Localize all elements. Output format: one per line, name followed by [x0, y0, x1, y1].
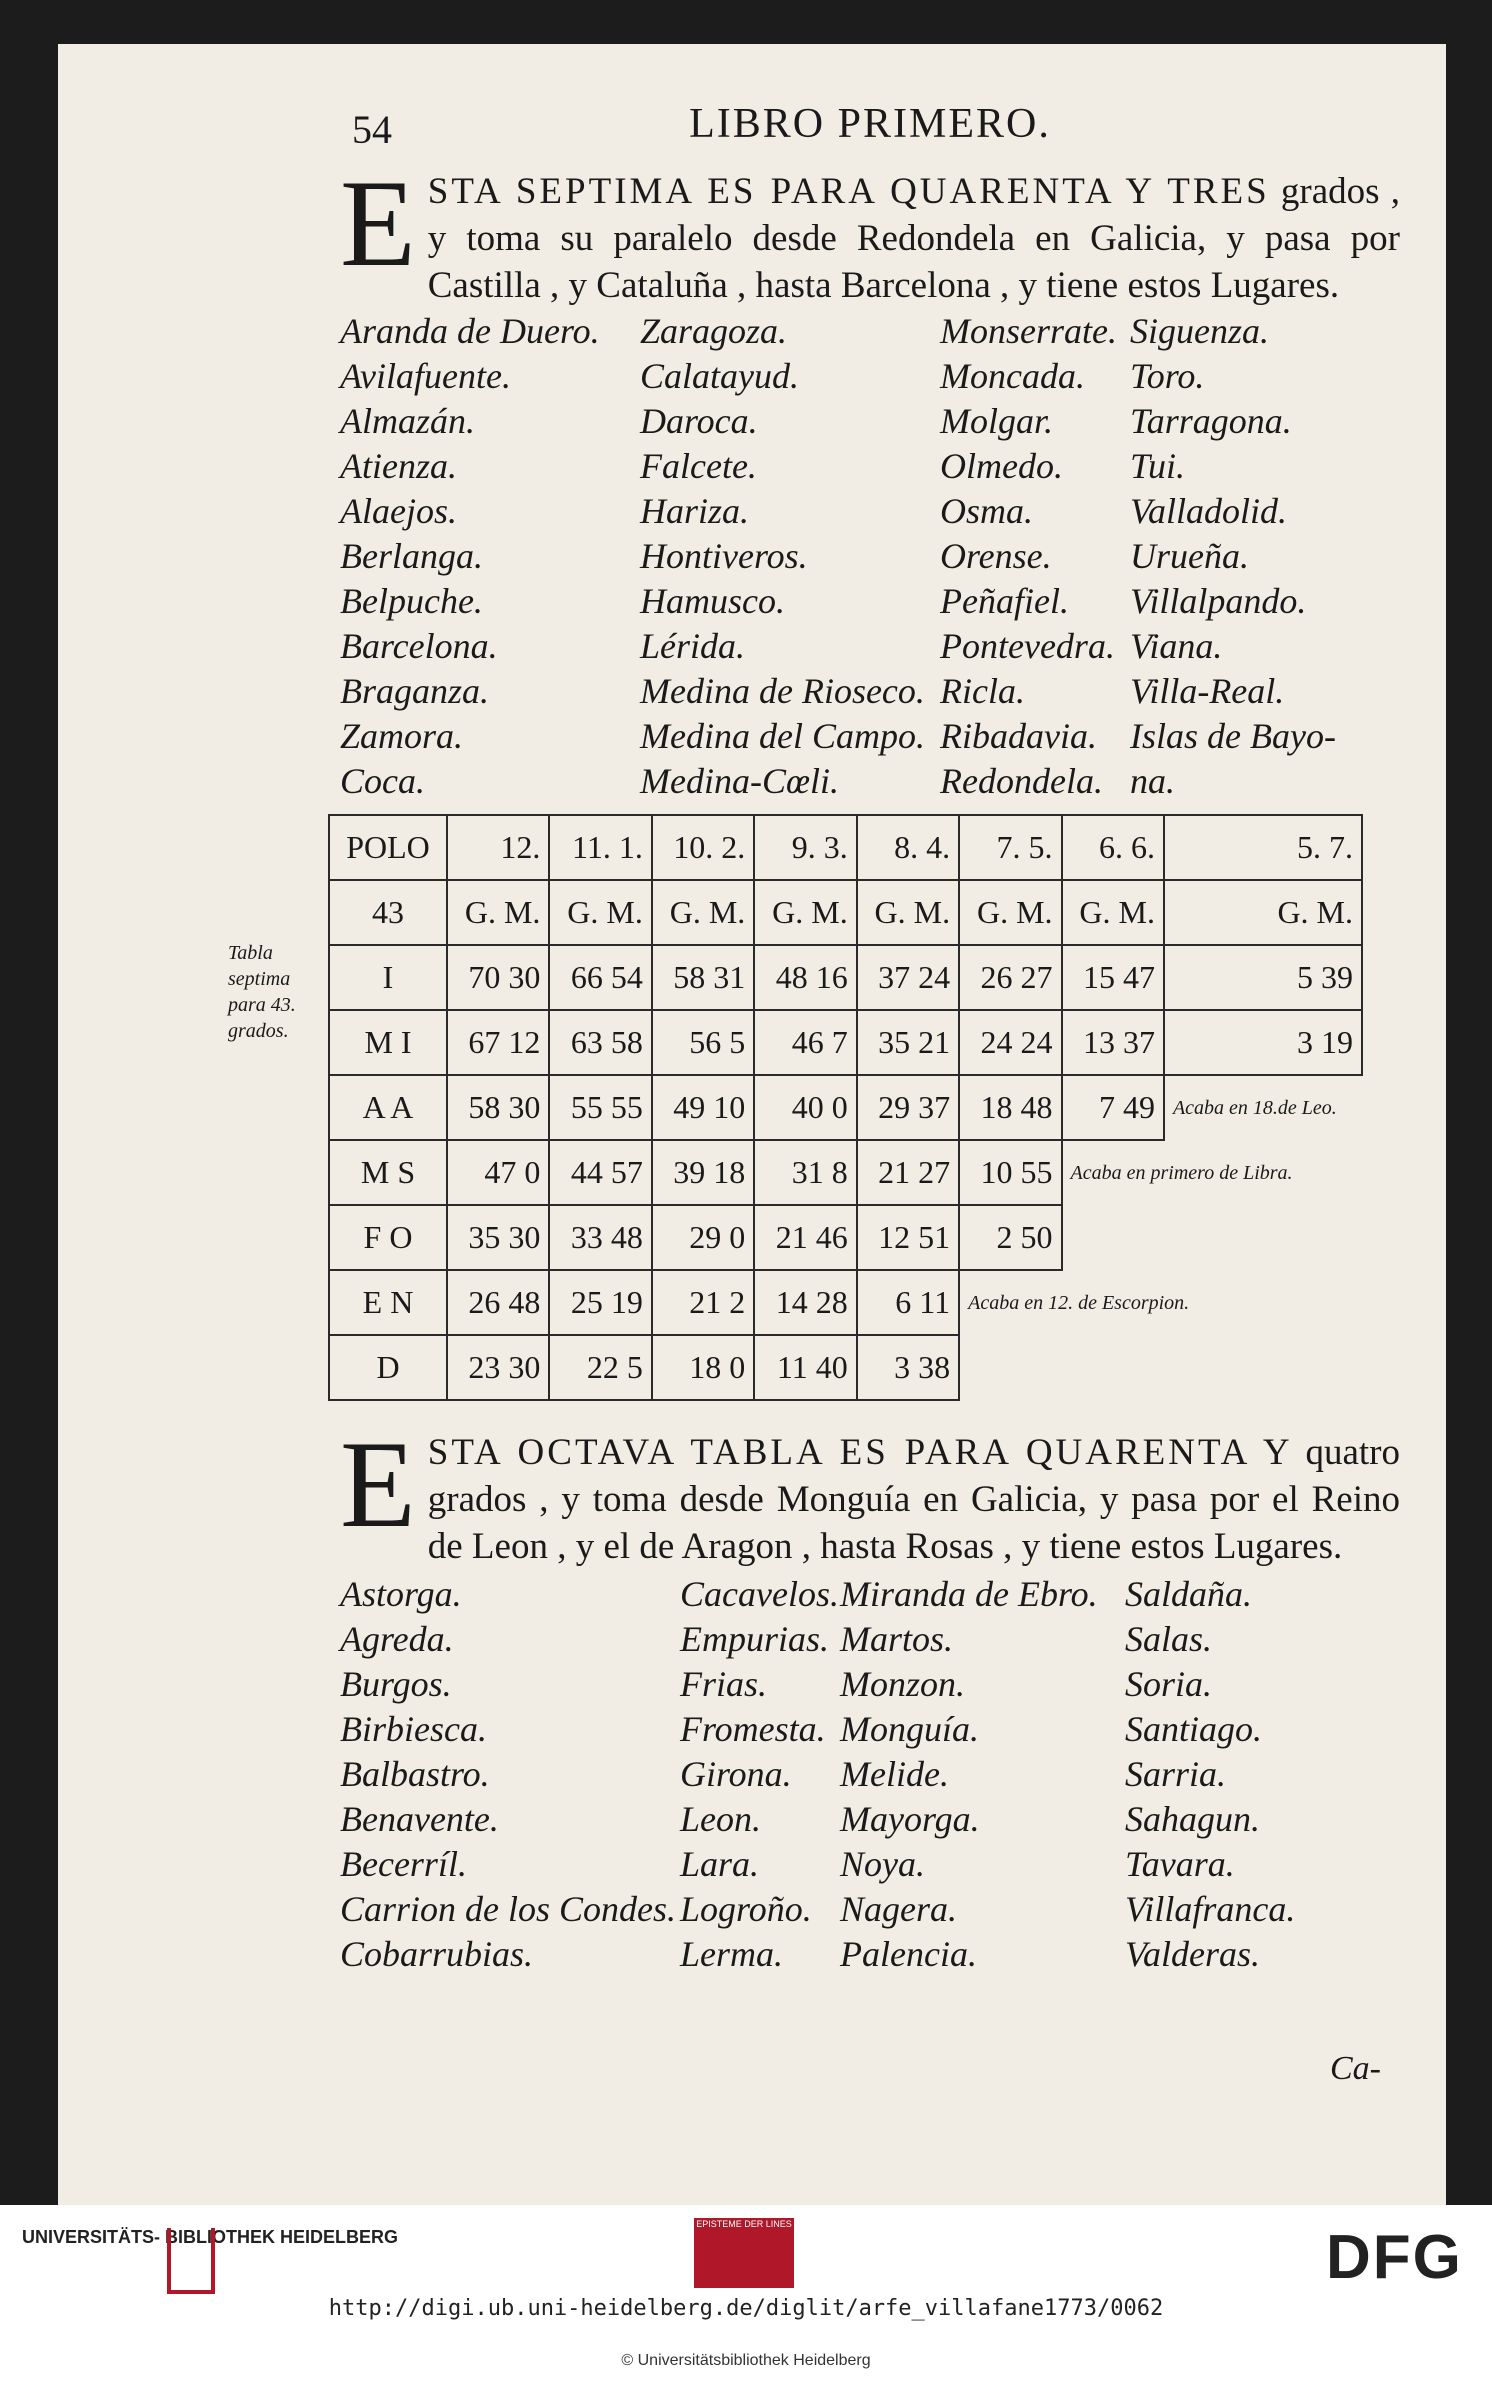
table-cell: 47 0 [447, 1140, 549, 1205]
place-name: Santiago. [1125, 1709, 1263, 1749]
place-name: Daroca. [640, 401, 758, 441]
place-name: Valladolid. [1130, 491, 1288, 531]
unit-label: G. M. [447, 880, 549, 945]
place-name: Lerma. [680, 1934, 784, 1974]
place-name: Aranda de Duero. [340, 311, 600, 351]
place-name: Salas. [1125, 1619, 1213, 1659]
table-cell: 3 38 [857, 1335, 959, 1400]
table-cell: 3 19 [1164, 1010, 1362, 1075]
place-name: Saldaña. [1125, 1574, 1253, 1614]
place-name: Urueña. [1130, 536, 1249, 576]
row-label: A A [329, 1075, 447, 1140]
table-cell: 13 37 [1062, 1010, 1164, 1075]
place-name: Noya. [840, 1844, 925, 1884]
university-name: UNIVERSITÄTS- BIBLIOTHEK HEIDELBERG [22, 2227, 399, 2247]
section8-places [340, 1572, 1400, 1977]
table-cell: 21 46 [754, 1205, 856, 1270]
table-cell: 26 27 [959, 945, 1061, 1010]
table-cell: 40 0 [754, 1075, 856, 1140]
table-cell: 22 5 [549, 1335, 651, 1400]
table-cell: 14 28 [754, 1270, 856, 1335]
place-name: Hariza. [640, 491, 750, 531]
place-name: Redondela. [940, 761, 1103, 801]
table-cell: 18 0 [652, 1335, 754, 1400]
place-name: Atienza. [340, 446, 457, 486]
polo-label: POLO [329, 815, 447, 880]
place-name: Palencia. [840, 1934, 977, 1974]
table-cell: 39 18 [652, 1140, 754, 1205]
unit-label: G. M. [754, 880, 856, 945]
table-cell: 55 55 [549, 1075, 651, 1140]
section7-lead: STA SEPTIMA ES PARA QUARENTA Y TRES [427, 171, 1270, 212]
place-name: Viana. [1130, 626, 1223, 666]
place-name: Pontevedra. [940, 626, 1115, 666]
degree-label: 43 [329, 880, 447, 945]
place-name: Logroño. [680, 1889, 812, 1929]
place-name: Monguía. [840, 1709, 979, 1749]
table-cell: 7 49 [1062, 1075, 1164, 1140]
table-cell: 56 5 [652, 1010, 754, 1075]
place-name: Orense. [940, 536, 1052, 576]
table-cell: 12 51 [857, 1205, 959, 1270]
table-cell: 25 19 [549, 1270, 651, 1335]
place-name: Tarragona. [1130, 401, 1292, 441]
unit-label: G. M. [652, 880, 754, 945]
unit-label: G. M. [857, 880, 959, 945]
place-name: Sarria. [1125, 1754, 1227, 1794]
table-cell: 21 27 [857, 1140, 959, 1205]
epistemes-logo[interactable] [694, 2218, 794, 2288]
place-name: Lérida. [640, 626, 746, 666]
table-cell: 31 8 [754, 1140, 856, 1205]
table-note: Acaba en 18.de Leo. [1172, 1097, 1337, 1119]
place-name: Girona. [680, 1754, 792, 1794]
place-name: Osma. [940, 491, 1034, 531]
place-name: Zamora. [340, 716, 464, 756]
row-label: E N [329, 1270, 447, 1335]
place-name: Medina del Campo. [640, 716, 925, 756]
place-name: Hontiveros. [640, 536, 808, 576]
place-name: Lara. [680, 1844, 760, 1884]
table-cell: 26 48 [447, 1270, 549, 1335]
place-name: Tui. [1130, 446, 1186, 486]
table-row [329, 1335, 1362, 1400]
place-name: Mayorga. [840, 1799, 980, 1839]
polo-hour: 6. 6. [1062, 815, 1164, 880]
table-cell: 37 24 [857, 945, 959, 1010]
place-name: Calatayud. [640, 356, 799, 396]
table-cell: 2 50 [959, 1205, 1061, 1270]
table-cell: 35 30 [447, 1205, 549, 1270]
table-cell: 29 0 [652, 1205, 754, 1270]
section8-text: quatro grados , y toma desde Monguía en Galicia, y pasa por el Reino de Leon , y el de Aragon , hasta Rosas , y tiene estos Lugares. [427, 1432, 1400, 1567]
polo-hour: 8. 4. [857, 815, 959, 880]
place-name: Melide. [840, 1754, 949, 1794]
row-label: I [329, 945, 447, 1010]
place-name: Ricla. [940, 671, 1025, 711]
place-name: Martos. [840, 1619, 954, 1659]
university-logo[interactable] [22, 2226, 398, 2248]
place-name: Cacavelos. [680, 1574, 839, 1614]
unit-label: G. M. [959, 880, 1061, 945]
table-cell: 70 30 [447, 945, 549, 1010]
table-cell: 49 10 [652, 1075, 754, 1140]
page-content [340, 100, 1400, 1977]
table-cell: 58 30 [447, 1075, 549, 1140]
table-note [1062, 1205, 1362, 1270]
place-name: Carrion de los Condes. [340, 1889, 677, 1929]
table-header-row [329, 815, 1362, 880]
table-cell: 24 24 [959, 1010, 1061, 1075]
table-cell: 58 31 [652, 945, 754, 1010]
running-head: LIBRO PRIMERO. [689, 101, 1051, 147]
place-name: Villalpando. [1130, 581, 1307, 621]
place-name: Islas de Bayo- [1130, 716, 1336, 756]
place-name: Moncada. [940, 356, 1085, 396]
place-name: Empurias. [680, 1619, 830, 1659]
place-name: Falcete. [640, 446, 757, 486]
place-name: Frias. [680, 1664, 768, 1704]
copyright: © Universitätsbibliothek Heidelberg [621, 2352, 871, 2369]
table-cell: 6 11 [857, 1270, 959, 1335]
place-name: Astorga. [340, 1574, 462, 1614]
place-name: Burgos. [340, 1664, 452, 1704]
latitude-table [328, 814, 1363, 1401]
section8-lead: STA OCTAVA TABLA ES PARA QUARENTA Y [427, 1432, 1293, 1473]
table-cell: 5 39 [1164, 945, 1362, 1010]
place-name: Medina de Rioseco. [640, 671, 925, 711]
place-name: Almazán. [340, 401, 475, 441]
section7-text: grados , y toma su paralelo desde Redondela en Galicia, y pasa por Castilla , y Cataluña , hasta Barcelona , y tiene estos Lugares. [427, 171, 1400, 306]
table-cell: 66 54 [549, 945, 651, 1010]
table-cell: 33 48 [549, 1205, 651, 1270]
table-row [329, 1010, 1362, 1075]
table-note: Acaba en primero de Libra. [1070, 1162, 1293, 1184]
place-name: Balbastro. [340, 1754, 490, 1794]
place-name: Miranda de Ebro. [840, 1574, 1098, 1614]
table-cell: 63 58 [549, 1010, 651, 1075]
place-name: Olmedo. [940, 446, 1063, 486]
place-name: Agreda. [340, 1619, 454, 1659]
table-cell: 11 40 [754, 1335, 856, 1400]
table-row [329, 1140, 1362, 1205]
table-cell: 44 57 [549, 1140, 651, 1205]
place-name: Valderas. [1125, 1934, 1260, 1974]
place-name: Belpuche. [340, 581, 483, 621]
table-row [329, 1205, 1362, 1270]
place-name: Benavente. [340, 1799, 499, 1839]
table-units-row [329, 880, 1362, 945]
place-name: Alaejos. [340, 491, 457, 531]
place-name: Tavara. [1125, 1844, 1235, 1884]
section7-paragraph [340, 155, 1400, 309]
epistemes-label: EPISTEME DER LINES [696, 2219, 792, 2229]
table-cell: 35 21 [857, 1010, 959, 1075]
table-cell: 10 55 [959, 1140, 1061, 1205]
dropcap: E [340, 155, 416, 292]
unit-label: G. M. [1164, 880, 1362, 945]
polo-hour: 9. 3. [754, 815, 856, 880]
place-name: Monserrate. [940, 311, 1117, 351]
table-row [329, 1270, 1362, 1335]
permalink[interactable]: http://digi.ub.uni-heidelberg.de/diglit/arfe_villafane1773/0062 [328, 2296, 1164, 2321]
polo-hour: 10. 2. [652, 815, 754, 880]
place-name: Barcelona. [340, 626, 498, 666]
place-name: Nagera. [840, 1889, 957, 1929]
place-name: Villafranca. [1125, 1889, 1296, 1929]
polo-hour: 12. [447, 815, 549, 880]
place-name: Peñafiel. [940, 581, 1069, 621]
polo-hour: 5. 7. [1164, 815, 1362, 880]
place-name: Siguenza. [1130, 311, 1269, 351]
table-row [329, 1075, 1362, 1140]
place-name: Fromesta. [680, 1709, 826, 1749]
table-cell: 23 30 [447, 1335, 549, 1400]
place-name: Ribadavia. [940, 716, 1097, 756]
row-label: M I [329, 1010, 447, 1075]
catchword: Ca- [1330, 2050, 1381, 2087]
table-note [959, 1335, 1362, 1400]
place-name: Soria. [1125, 1664, 1213, 1704]
place-name: Becerríl. [340, 1844, 467, 1884]
table-cell: 46 7 [754, 1010, 856, 1075]
table-cell: 21 2 [652, 1270, 754, 1335]
place-name: Zaragoza. [640, 311, 788, 351]
place-name: Monzon. [840, 1664, 965, 1704]
unit-label: G. M. [1062, 880, 1164, 945]
dfg-logo[interactable]: DFG [1326, 2223, 1463, 2292]
row-label: M S [329, 1140, 447, 1205]
margin-note: Tabla septima para 43. grados. [228, 942, 296, 1042]
polo-hour: 7. 5. [959, 815, 1061, 880]
polo-hour: 11. 1. [549, 815, 651, 880]
section8-paragraph [340, 1416, 1400, 1570]
place-name: Medina-Cœli. [640, 761, 839, 801]
place-name: Sahagun. [1125, 1799, 1260, 1839]
section7-places [340, 309, 1400, 804]
table-note: Acaba en 12. de Escorpion. [968, 1292, 1190, 1314]
table-row [329, 945, 1362, 1010]
place-name: Coca. [340, 761, 425, 801]
table-cell: 29 37 [857, 1075, 959, 1140]
place-name: Braganza. [340, 671, 490, 711]
place-name: Molgar. [940, 401, 1054, 441]
table-cell: 15 47 [1062, 945, 1164, 1010]
table-cell: 67 12 [447, 1010, 549, 1075]
place-name: Avilafuente. [340, 356, 511, 396]
place-name: Birbiesca. [340, 1709, 487, 1749]
unit-label: G. M. [549, 880, 651, 945]
place-name: Leon. [680, 1799, 761, 1839]
place-name: Toro. [1130, 356, 1205, 396]
page-header [340, 100, 1400, 168]
row-label: D [329, 1335, 447, 1400]
table-cell: 48 16 [754, 945, 856, 1010]
table-cell: 18 48 [959, 1075, 1061, 1140]
place-name: na. [1130, 761, 1175, 801]
place-name: Berlanga. [340, 536, 483, 576]
page-number: 54 [352, 107, 392, 152]
dropcap: E [340, 1416, 416, 1553]
place-name: Cobarrubias. [340, 1934, 534, 1974]
place-name: Hamusco. [640, 581, 785, 621]
row-label: F O [329, 1205, 447, 1270]
library-logo-icon [167, 2228, 215, 2294]
place-name: Villa-Real. [1130, 671, 1285, 711]
